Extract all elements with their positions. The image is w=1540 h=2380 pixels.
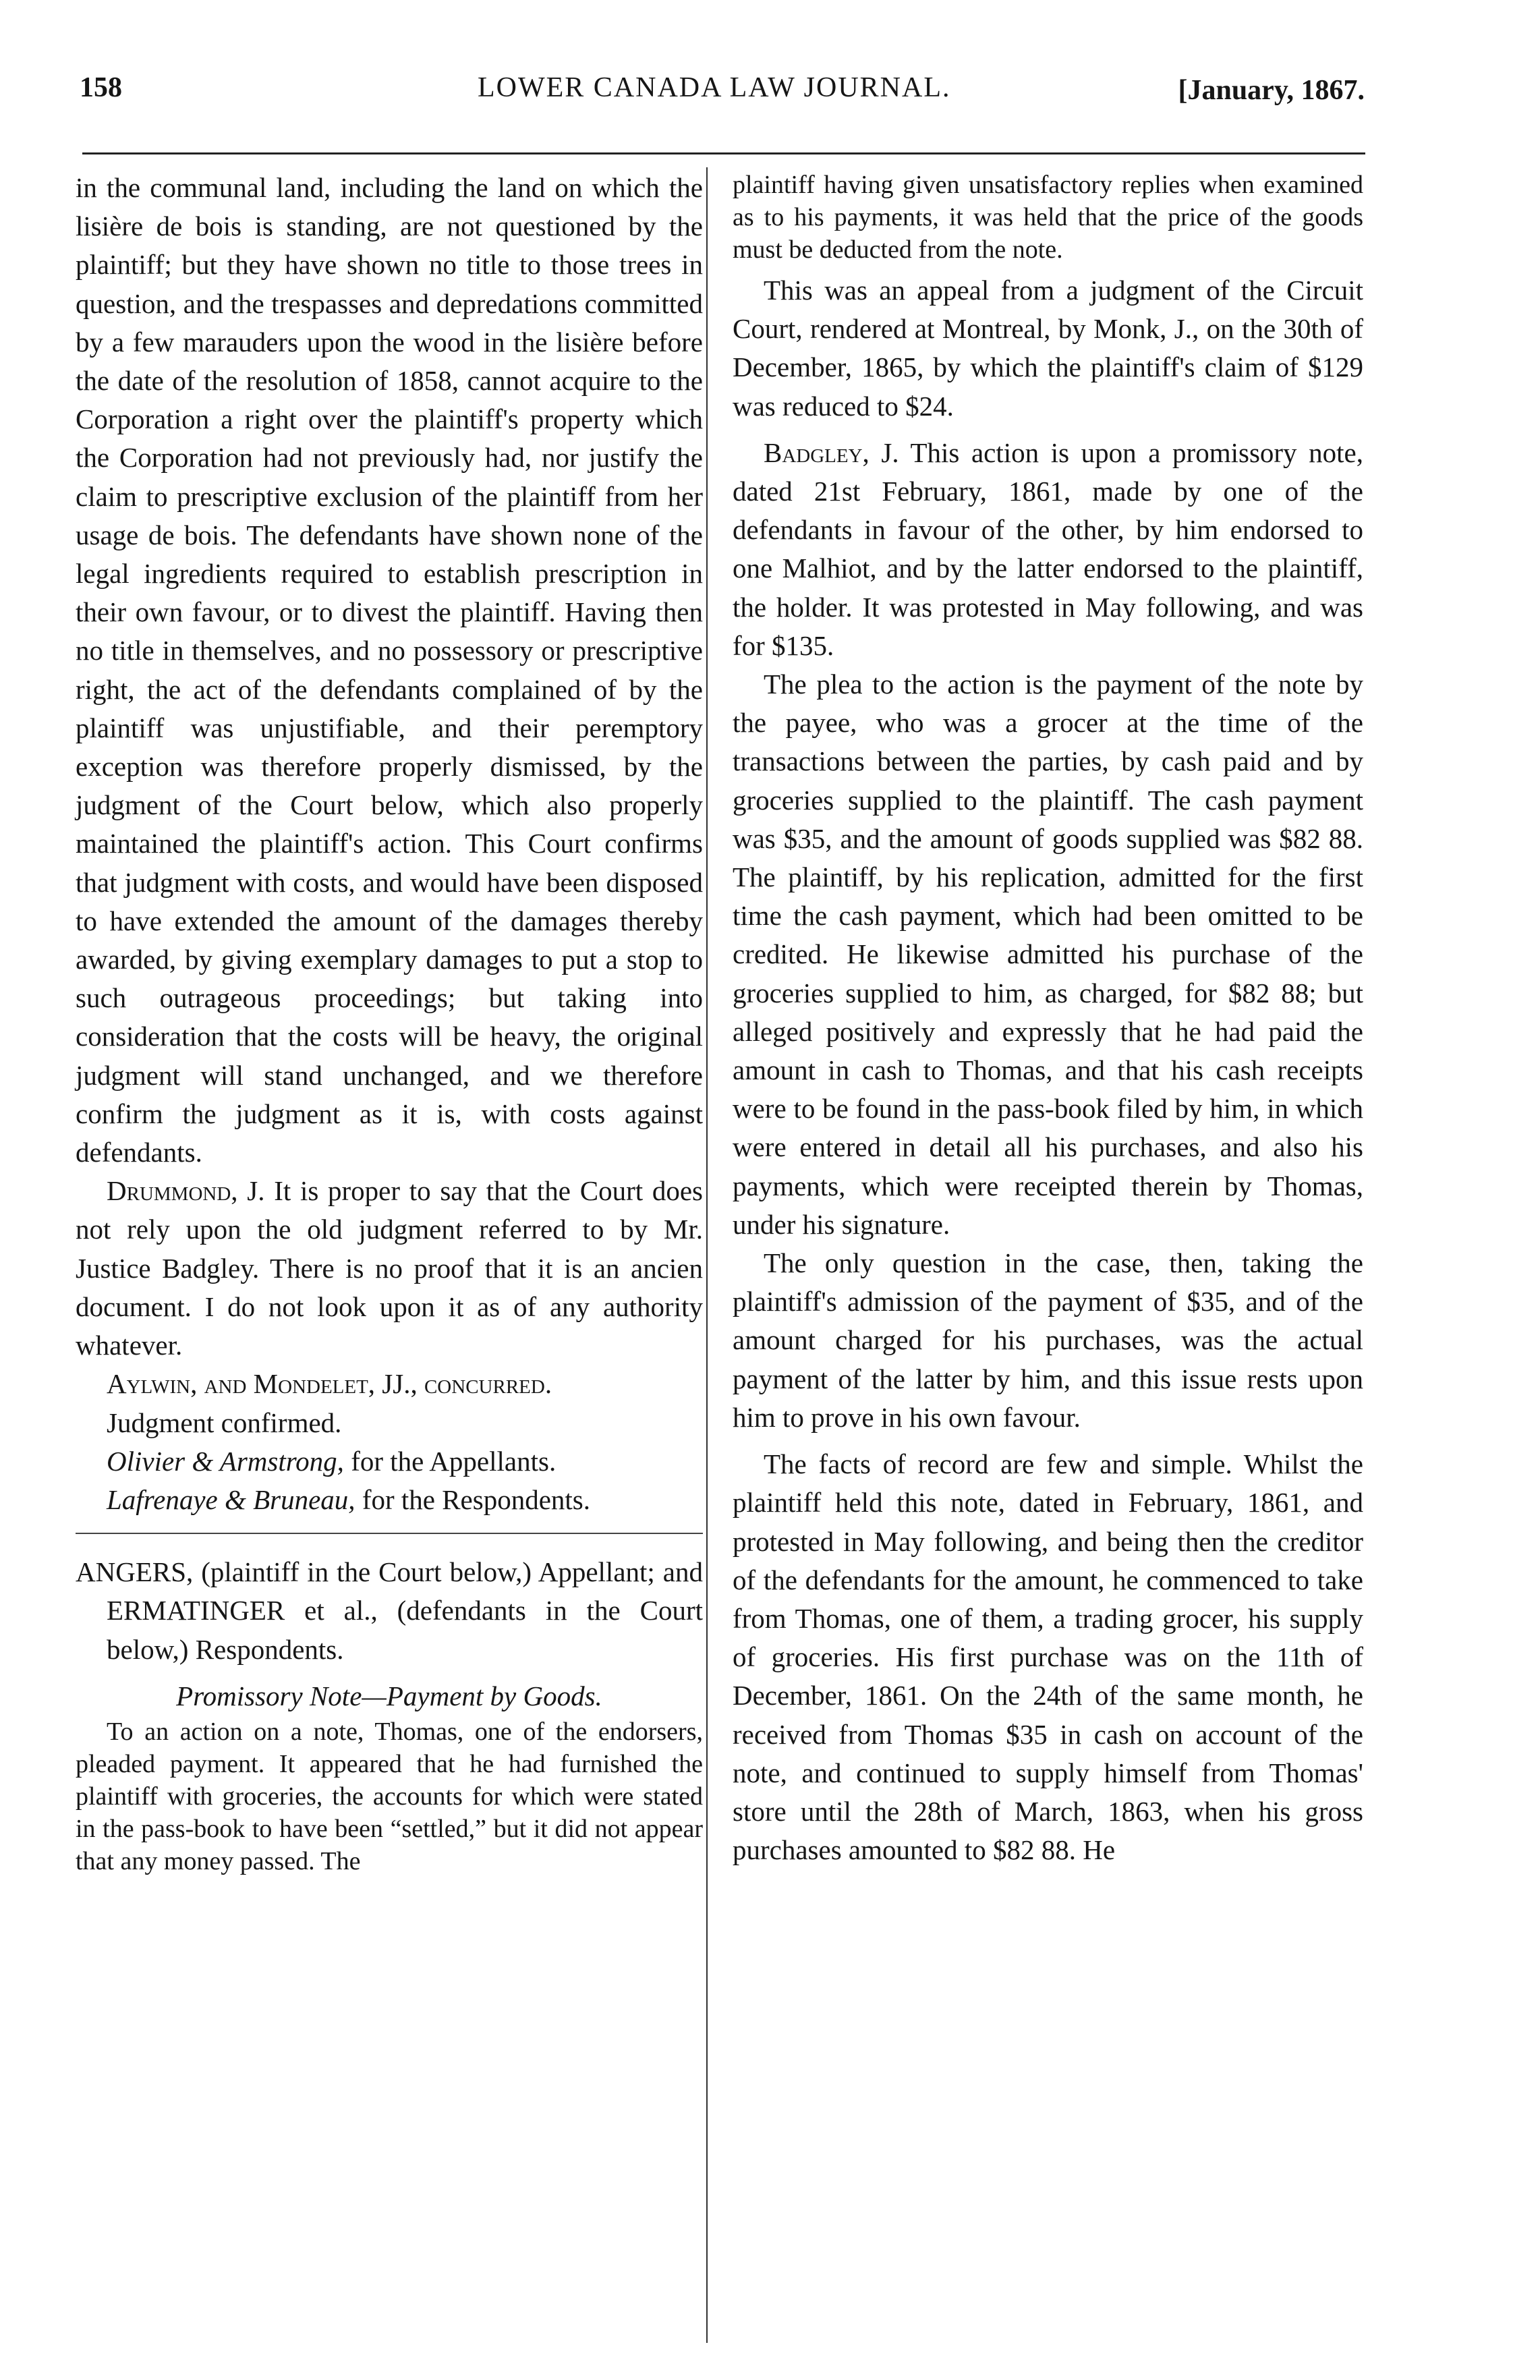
judge-name: Drummond, J. [107,1175,265,1207]
issue-date: [January, 1867. [1178,75,1365,106]
right-column [733,169,1363,1869]
header-rule [82,152,1365,154]
page-number: 158 [80,72,122,103]
judgment-result: Judgment confirmed. [107,1407,342,1438]
page-header [80,65,1365,119]
facts-paragraph: The facts of record are few and simple. Whilst the plaintiff held this note, dated in February, 1861, and protested in May following, and being then the creditor of the defendants for the amount, he commenced to take from Thomas, one of them, a trading grocer, his supply of groceries. His first purchase was on the 11th of December, 1861. On the 24th of the same month, he received from Thomas $35 in cash on account of the note, and continued to supply himself from Thomas' store until the 28th of March, 1863, when his gross purchases amounted to $82 88. He [733,1448,1363,1866]
respondents-role: for the Respondents. [362,1483,591,1515]
drummond-text: It is proper to say that the Court does not rely upon the old judgment referred to by Mr. Justice Badgley. There is no proof that it is an ancien document. I do not look upon it as of any authority whatever. [76,1175,703,1361]
case-heading: ANGERS, (plaintiff in the Court below,) Appellant; and ERMATINGER et al., (defendants in the Court below,) Respondents. [76,1556,703,1665]
appeal-paragraph: This was an appeal from a judgment of the Circuit Court, rendered at Montreal, by Monk, J., on the 30th of December, 1865, by which the plaintiff's claim of $129 was reduced to $24. [733,275,1363,422]
appellants-counsel-line [76,1442,703,1481]
question-paragraph: The only question in the case, then, taking the plaintiff's admission of the payment of $35, and of the amount charged for his purchases, was the actual payment of the latter by him, and this issue rests upon him to prove in his own favour. [733,1247,1363,1433]
judge-name: Badgley, J. [764,436,899,468]
left-column [76,169,703,1877]
respondents-counsel-line [76,1481,703,1519]
journal-title: LOWER CANADA LAW JOURNAL. [478,72,951,103]
column-divider [706,167,708,2343]
appellants-role: for the Appellants. [351,1445,557,1477]
appellants-counsel: Olivier & Armstrong, [107,1445,344,1477]
badgley-paragraph [733,434,1363,665]
case-separator [76,1533,703,1534]
case-subject: Promissory Note—Payment by Goods. [176,1680,602,1711]
plea-paragraph: The plea to the action is the payment of the note by the payee, who was a grocer at the time of the transactions between the parties, by cash paid and by groceries supplied to the plaintiff. The cash payment was $35, and the amount of goods supplied was $82 88. The plaintiff, by his replication, admitted for the first time the cash payment, which had been omitted to be credited. He likewise admitted his purchase of the groceries supplied to him, as charged, for $82 88; but alleged positively and expressly that he had paid the amount in cash to Thomas, and that his cash receipts were to be found in the pass-book filed by him, in which were entered in detail all his purchases, and also his payments, which were receipted therein by Thomas, under his signature. [733,669,1363,1240]
opinion-paragraph: in the communal land, including the land on which the lisière de bois is standing, are not questioned by the plaintiff; but they have shown no title to those trees in question, and the trespasses and depredations committed by a few marauders upon the wood in the lisière before the date of the resolution of 1858, cannot acquire to the Corporation a right over the plaintiff's property which the Corporation had not previously had, nor justify the claim to prescriptive exclusion of the plaintiff from her usage de bois. The defendants have shown none of the legal ingredients required to establish prescription in their own favour, or to divest the plaintiff. Having then no title in themselves, and no possessory or prescriptive right, the act of the defendants complained of by the plaintiff was unjustifiable, and their peremptory exception was therefore properly dismissed, by the judgment of the Court below, which also properly maintained the plaintiff's action. This Court confirms that judgment with costs, and would have been disposed to have extended the amount of the damages thereby awarded, by giving exemplary damages to put a stop to such outrageous proceedings; but taking into consideration that the costs will be heavy, the original judgment will stand unchanged, and we therefore confirm the judgment as it is, with costs against defendants. [76,172,703,1168]
respondents-counsel: Lafrenaye & Bruneau, [107,1483,355,1515]
concurrence: Aylwin, and Mondelet, JJ., concurred. [107,1368,552,1400]
headnote: To an action on a note, Thomas, one of the endorsers, pleaded payment. It appeared that he had furnished the plaintiff with groceries, the accounts for which were stated in the pass-book to have been “settled,” but it did not appear that any money passed. The [76,1717,703,1875]
headnote-continued: plaintiff having given unsatisfactory replies when examined as to his payments, it was held that the price of the goods must be deducted from the note. [733,171,1363,264]
badgley-text: This action is upon a promissory note, dated 21st February, 1861, made by one of the defendants in favour of the other, by him endorsed to one Malhiot, and by the latter endorsed to the plaintiff, the holder. It was protested in May following, and was for $135. [733,436,1363,661]
drummond-paragraph [76,1172,703,1365]
